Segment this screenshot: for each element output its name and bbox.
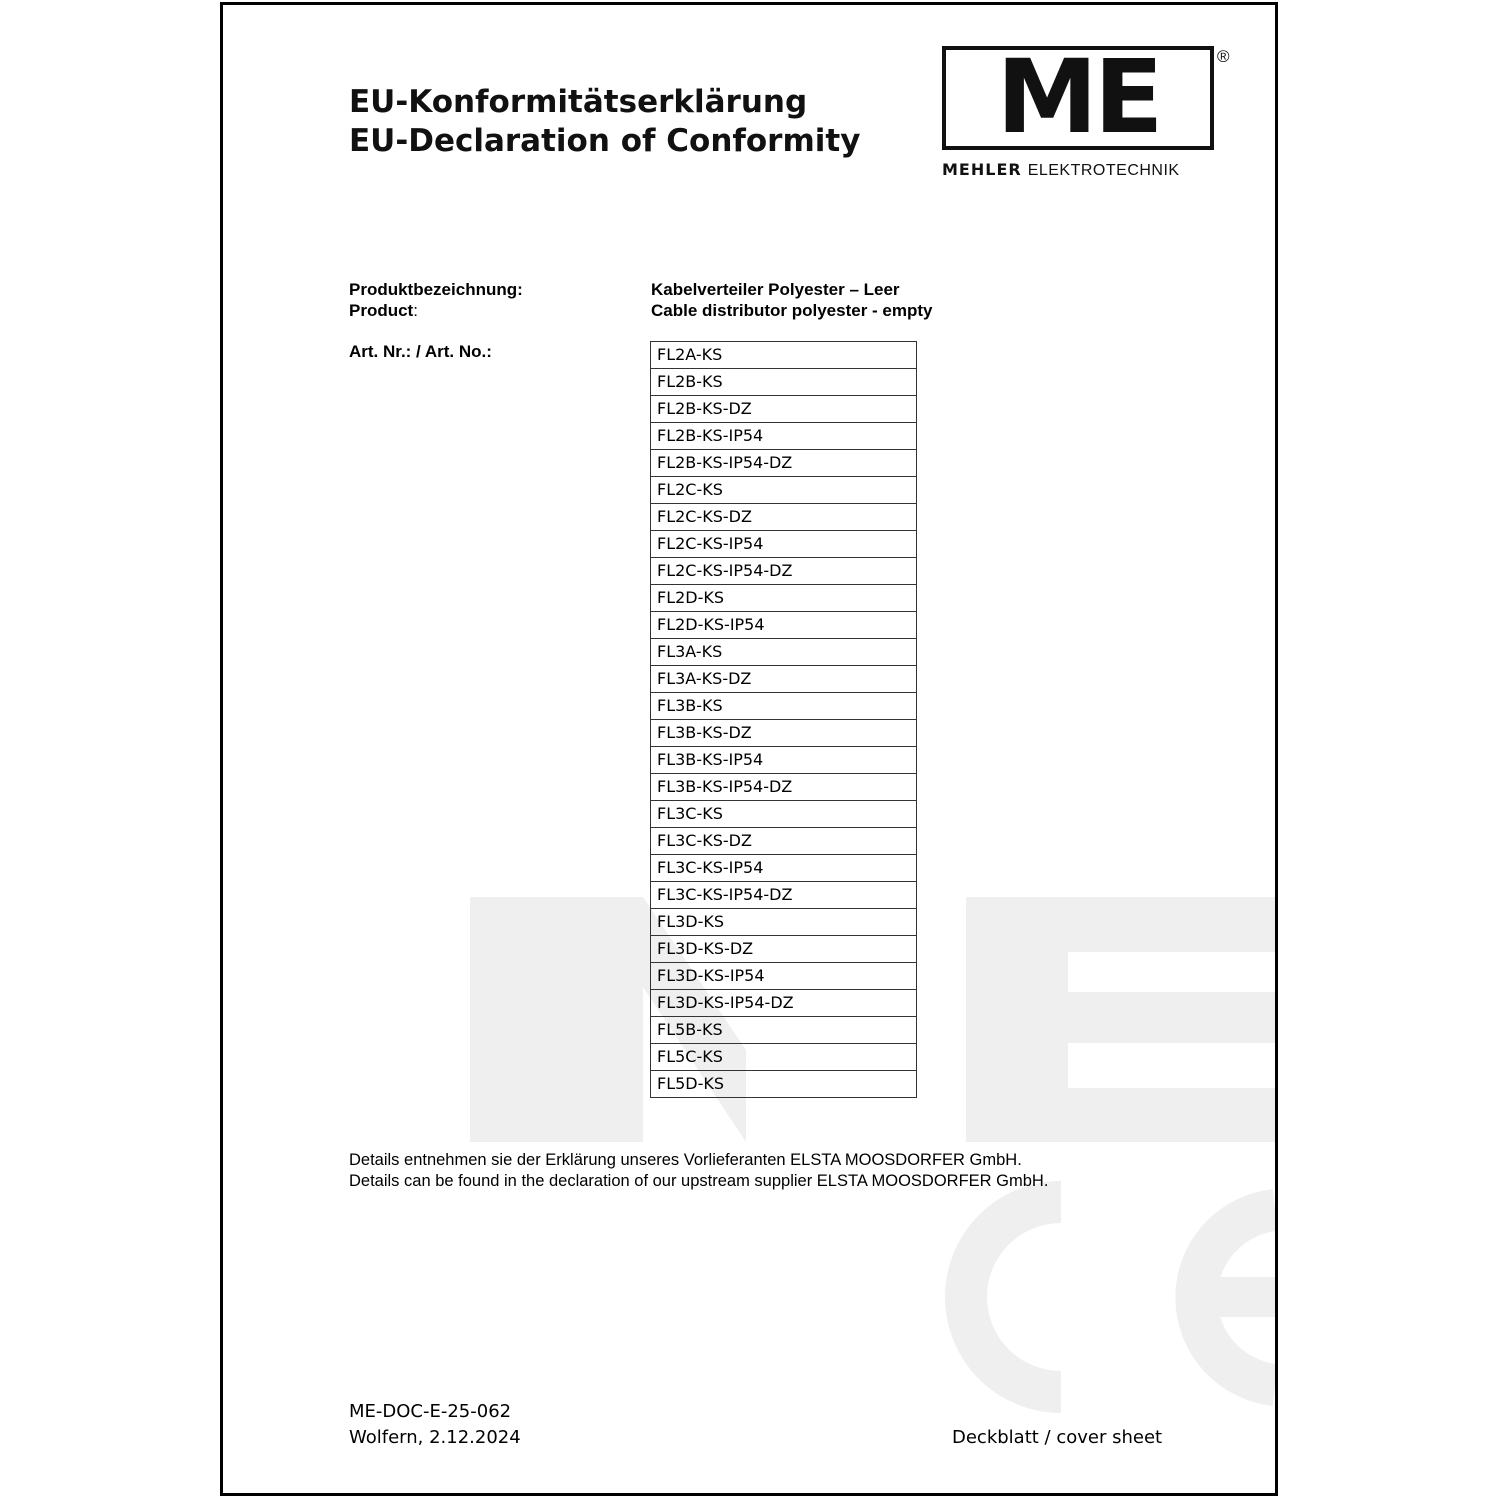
article-number-cell: FL5D-KS <box>651 1071 917 1098</box>
article-number-cell: FL3B-KS-IP54-DZ <box>651 774 917 801</box>
page-title <box>349 83 860 161</box>
table-row <box>651 504 917 531</box>
table-row <box>651 963 917 990</box>
table-row <box>651 747 917 774</box>
logo-letters: ME <box>996 38 1160 157</box>
article-number-table-body <box>651 342 917 1098</box>
table-row <box>651 666 917 693</box>
article-number-cell: FL2C-KS-IP54-DZ <box>651 558 917 585</box>
product-label-en <box>349 300 418 321</box>
title-line-en: EU-Declaration of Conformity <box>349 123 861 159</box>
table-row <box>651 423 917 450</box>
table-row <box>651 477 917 504</box>
table-row <box>651 1017 917 1044</box>
watermark-ce-bar <box>1213 1277 1275 1317</box>
article-number-cell: FL3B-KS-DZ <box>651 720 917 747</box>
table-row <box>651 801 917 828</box>
article-number-table <box>650 341 917 1098</box>
table-row <box>651 612 917 639</box>
product-value-de: Kabelverteiler Polyester – Leer <box>651 280 900 299</box>
logo-brand-regular: ELEKTROTECHNIK <box>1027 162 1180 179</box>
table-row <box>651 1044 917 1071</box>
article-number-cell: FL3C-KS-IP54 <box>651 855 917 882</box>
product-value-en: Cable distributor polyester - empty <box>651 301 933 320</box>
article-number-cell: FL2D-KS-IP54 <box>651 612 917 639</box>
article-number-cell: FL3B-KS-IP54 <box>651 747 917 774</box>
article-number-cell: FL3C-KS-IP54-DZ <box>651 882 917 909</box>
article-number-cell: FL2B-KS-IP54-DZ <box>651 450 917 477</box>
watermark-e <box>966 897 1275 1142</box>
product-label-en-colon: : <box>413 301 418 320</box>
article-number-cell: FL3D-KS-IP54-DZ <box>651 990 917 1017</box>
article-number-cell: FL2B-KS <box>651 369 917 396</box>
article-number-cell: FL2D-KS <box>651 585 917 612</box>
article-number-cell: FL3D-KS-IP54 <box>651 963 917 990</box>
table-row <box>651 558 917 585</box>
details-note-en: Details can be found in the declaration of our upstream supplier ELSTA MOOSDORFER GmbH. <box>349 1172 1049 1190</box>
article-number-cell: FL2A-KS <box>651 342 917 369</box>
table-row <box>651 585 917 612</box>
article-number-cell: FL3D-KS-DZ <box>651 936 917 963</box>
table-row <box>651 450 917 477</box>
table-row <box>651 909 917 936</box>
table-row <box>651 855 917 882</box>
product-label-de: Produktbezeichnung: <box>349 280 523 299</box>
article-number-cell: FL2B-KS-DZ <box>651 396 917 423</box>
article-number-cell: FL3A-KS <box>651 639 917 666</box>
registered-mark: ® <box>1217 47 1230 66</box>
document-id: ME-DOC-E-25-062 <box>349 1401 512 1422</box>
document-page <box>220 2 1278 1496</box>
title-line-de: EU-Konformitätserklärung <box>349 84 808 120</box>
table-row <box>651 720 917 747</box>
place-date: Wolfern, 2.12.2024 <box>349 1427 521 1448</box>
article-number-cell: FL3D-KS <box>651 909 917 936</box>
logo-brand-bold: MEHLER <box>942 160 1022 179</box>
table-row <box>651 342 917 369</box>
art-no-label: Art. Nr.: / Art. No.: <box>349 342 492 361</box>
table-row <box>651 369 917 396</box>
article-number-cell: FL2C-KS-IP54 <box>651 531 917 558</box>
table-row <box>651 936 917 963</box>
article-number-cell: FL5B-KS <box>651 1017 917 1044</box>
article-number-cell: FL3C-KS-DZ <box>651 828 917 855</box>
details-note-de: Details entnehmen sie der Erklärung unseres Vorlieferanten ELSTA MOOSDORFER GmbH. <box>349 1151 1022 1169</box>
table-row <box>651 396 917 423</box>
table-row <box>651 882 917 909</box>
table-row <box>651 828 917 855</box>
article-number-cell: FL2B-KS-IP54 <box>651 423 917 450</box>
watermark-c <box>966 1202 1061 1392</box>
table-row <box>651 639 917 666</box>
article-number-cell: FL3B-KS <box>651 693 917 720</box>
article-number-cell: FL2C-KS <box>651 477 917 504</box>
table-row <box>651 531 917 558</box>
mehler-logo <box>942 38 1214 157</box>
article-number-cell: FL3A-KS-DZ <box>651 666 917 693</box>
product-label-en-text: Product <box>349 301 414 320</box>
article-number-cell: FL3C-KS <box>651 801 917 828</box>
article-number-cell: FL5C-KS <box>651 1044 917 1071</box>
article-number-cell: FL2C-KS-DZ <box>651 504 917 531</box>
logo-brand-name <box>942 160 1180 180</box>
table-row <box>651 1071 917 1098</box>
table-row <box>651 693 917 720</box>
sheet-label: Deckblatt / cover sheet <box>952 1427 1163 1448</box>
table-row <box>651 774 917 801</box>
table-row <box>651 990 917 1017</box>
